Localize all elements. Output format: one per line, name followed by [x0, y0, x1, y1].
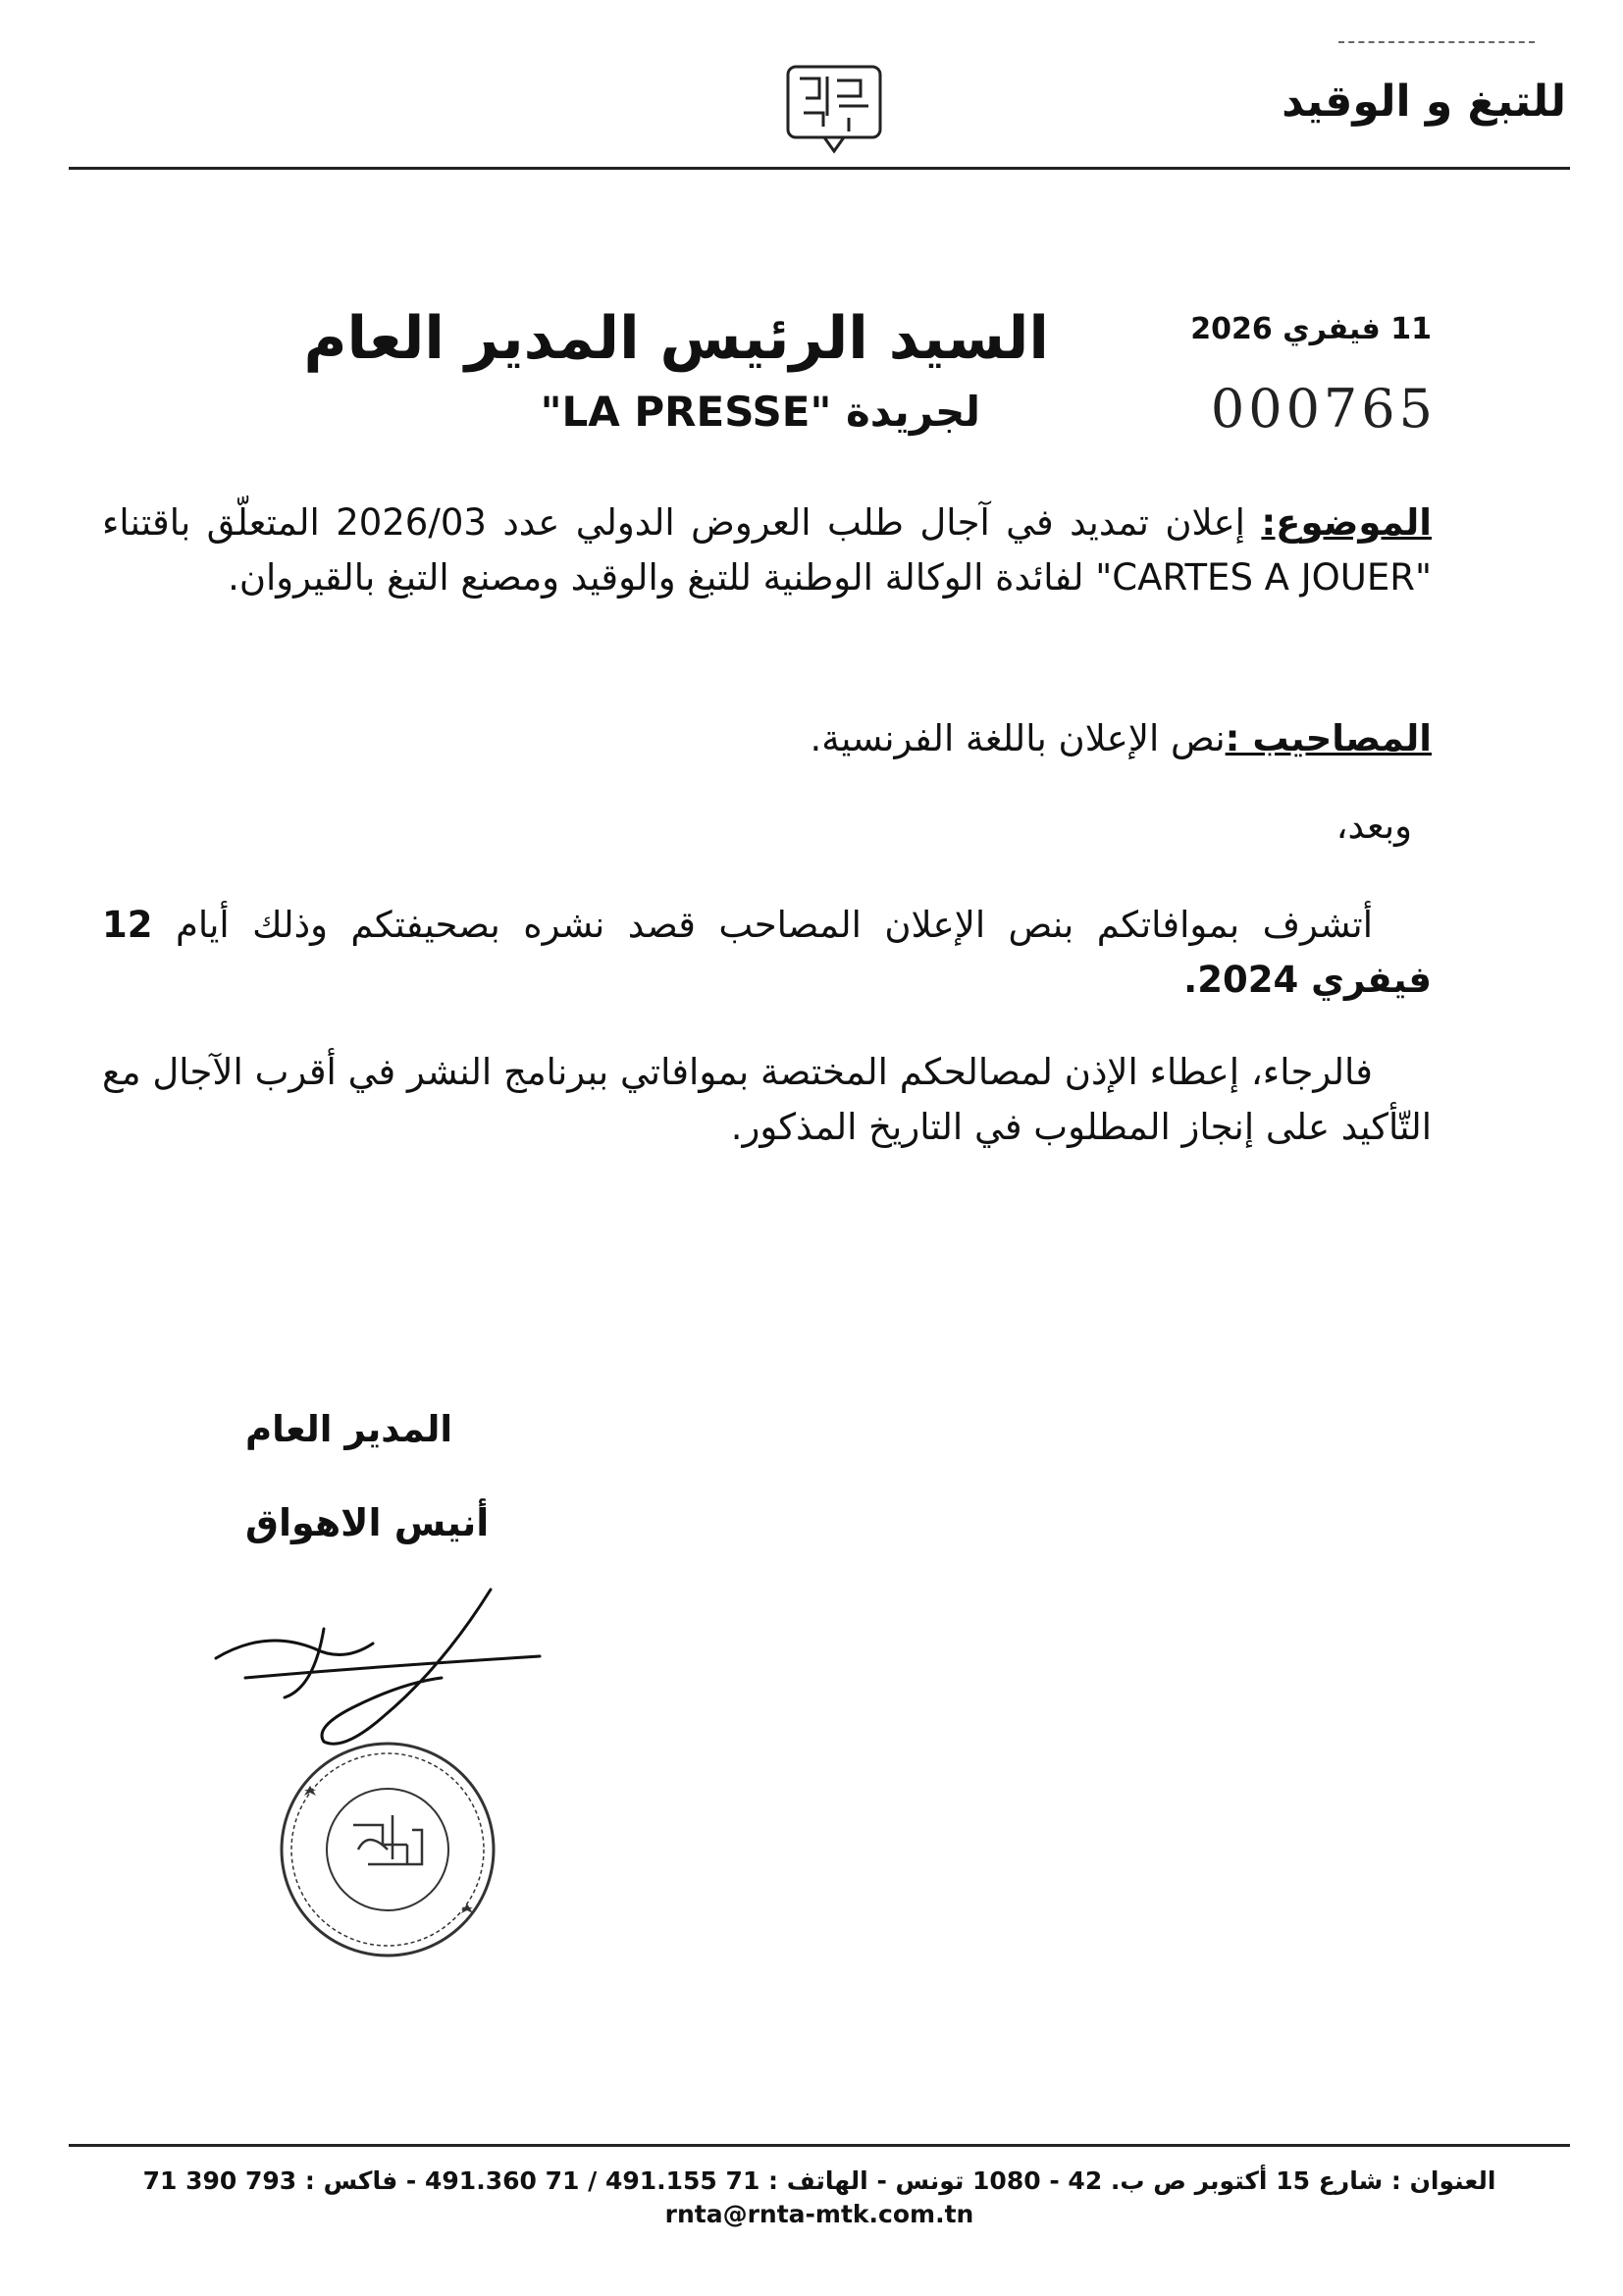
signatory-name: أنيس الاهواق — [245, 1501, 490, 1544]
header-faded-line — [1338, 41, 1535, 57]
attachments-label: المصاحيب : — [1225, 717, 1432, 759]
attachments-text: نص الإعلان باللغة الفرنسية. — [810, 717, 1226, 759]
organization-name: للتبغ و الوقيد — [1282, 77, 1566, 127]
reference-number: 000765 — [1210, 378, 1437, 440]
subject-paragraph — [102, 496, 1432, 604]
addressee-newspaper: لجريدة "LA PRESSE" — [540, 388, 980, 436]
body-paragraph-1 — [102, 898, 1432, 1007]
signatory-title: المدير العام — [245, 1408, 453, 1450]
subject-label: الموضوع: — [1261, 501, 1432, 544]
publication-date: 12 فيفري 2024. — [102, 904, 1432, 1001]
subject-text: إعلان تمديد في آجال طلب العروض الدولي عدد 2026/03 المتعلّق باقتناء "CARTES A JOUER" لفائدة الوكالة الوطنية للتبغ والوقيد ومصنع التبغ بالقيروان. — [102, 501, 1432, 599]
logo-icon — [780, 59, 888, 157]
header-divider — [69, 167, 1570, 170]
official-stamp — [275, 1737, 500, 1962]
attachments-paragraph — [102, 711, 1432, 766]
footer-email: rnta@rnta-mtk.com.tn — [664, 2200, 974, 2228]
footer-divider — [69, 2144, 1570, 2147]
greeting: وبعد، — [1335, 805, 1412, 847]
footer-address: العنوان : شارع 15 أكتوبر ص ب. 42 - 1080 تونس - الهاتف : 71 491.155 / 71 491.360 - فاكس : 793 390 71 — [142, 2166, 1496, 2195]
letter-date: 11 فيفري 2026 — [1190, 312, 1432, 346]
body-paragraph-1-text: أتشرف بموافاتكم بنص الإعلان المصاحب قصد نشره بصحيفتكم وذلك أيام — [152, 904, 1373, 946]
addressee-title: السيد الرئيس المدير العام — [303, 304, 1049, 373]
body-paragraph-2: فالرجاء، إعطاء الإذن لمصالحكم المختصة بموافاتي ببرنامج النشر في أقرب الآجال مع التّأكيد على إنجاز المطلوب في التاريخ المذكور. — [102, 1051, 1432, 1148]
signature-mark — [206, 1570, 559, 1756]
